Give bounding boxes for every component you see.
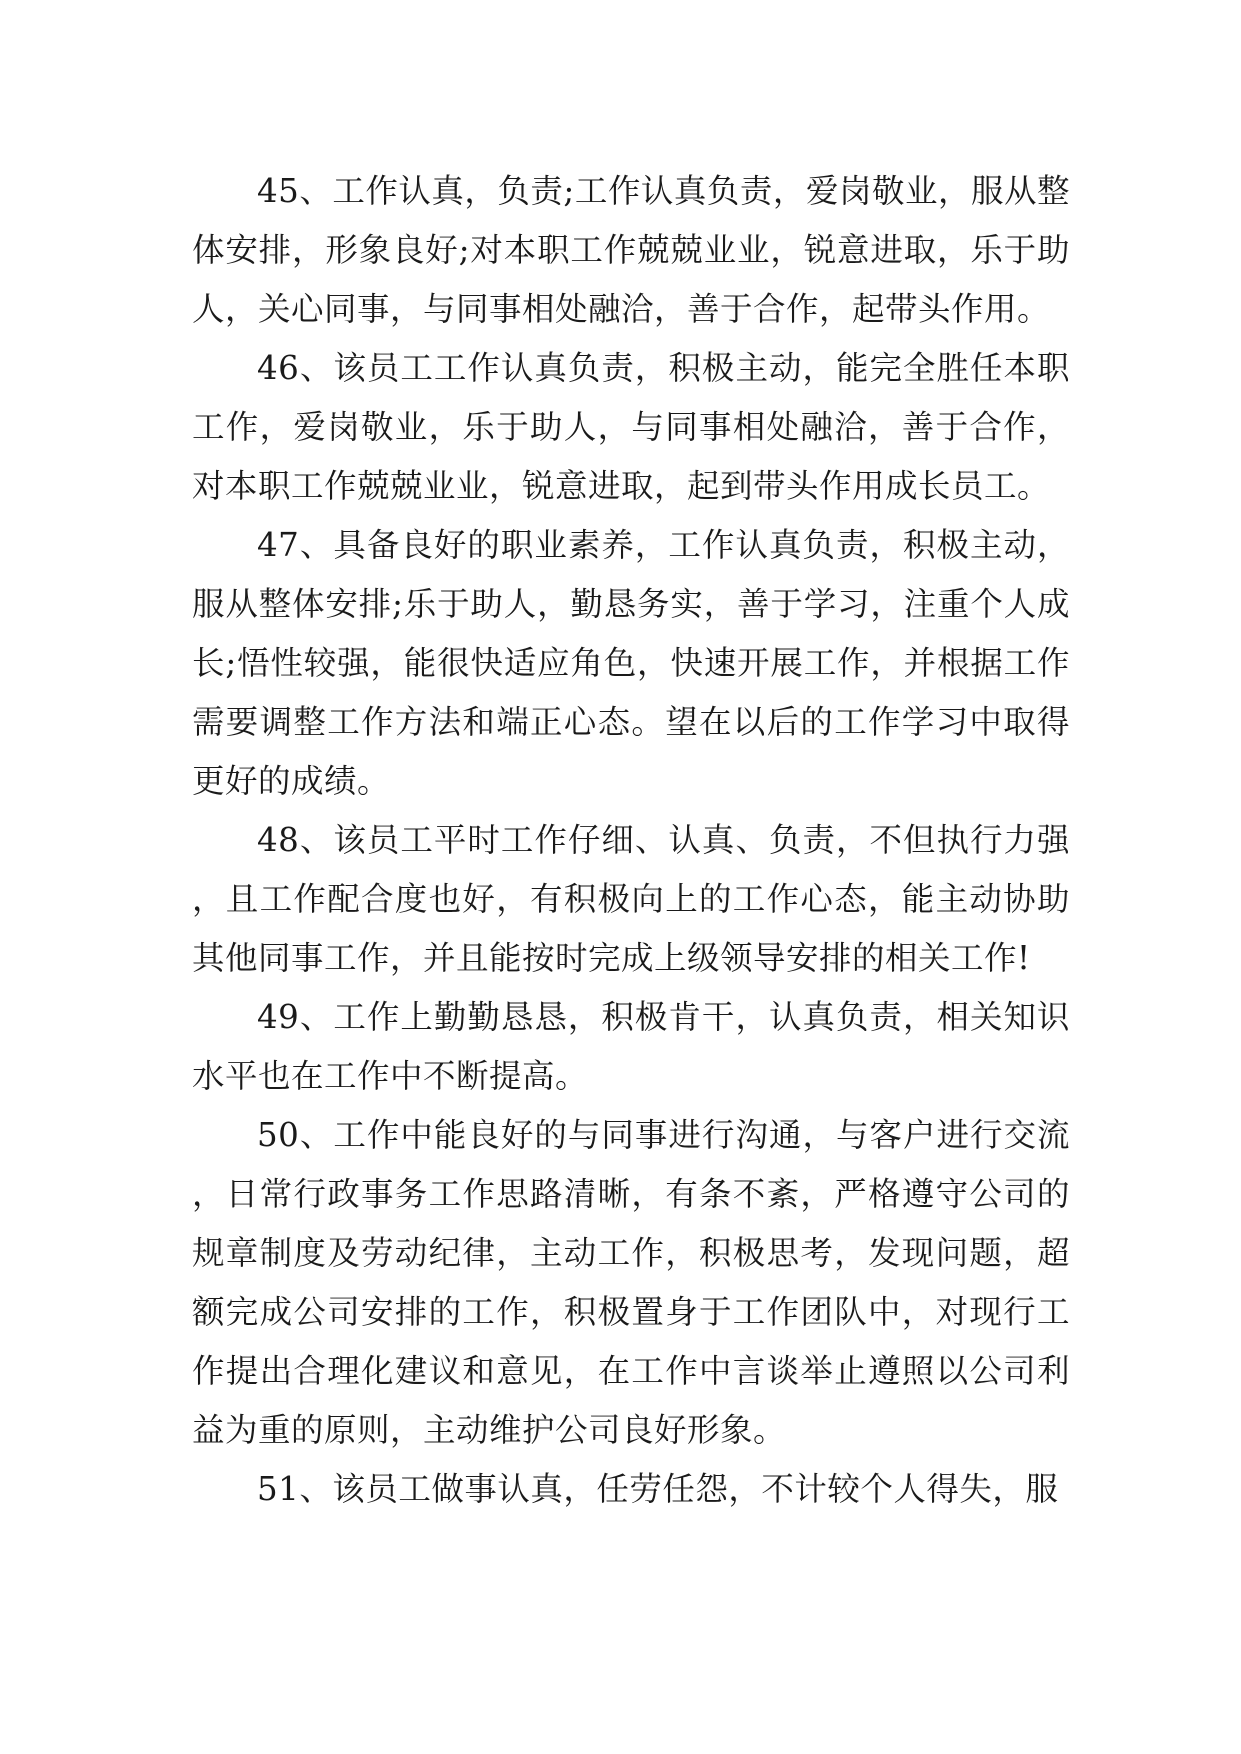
paragraph-45: 45、工作认真，负责;工作认真负责，爱岗敬业，服从整体安排，形象良好;对本职工作兢兢业业，锐意进取，乐于助人，关心同事，与同事相处融洽，善于合作，起带头作用。 — [192, 172, 1070, 328]
paragraph-48: 48、该员工平时工作仔细、认真、负责，不但执行力强，且工作配合度也好，有积极向上的工作心态，能主动协助其他同事工作，并且能按时完成上级领导安排的相关工作! — [192, 821, 1070, 977]
paragraph-47: 47、具备良好的职业素养，工作认真负责，积极主动，服从整体安排;乐于助人，勤恳务实，善于学习，注重个人成长;悟性较强，能很快适应角色，快速开展工作，并根据工作需要调整工作方法和端正心态。望在以后的工作学习中取得更好的成绩。 — [192, 526, 1070, 800]
paragraph-51: 51、该员工做事认真，任劳任怨，不计较个人得失，服 — [257, 1470, 1059, 1508]
paragraph-49: 49、工作上勤勤恳恳，积极肯干，认真负责，相关知识水平也在工作中不断提高。 — [192, 998, 1070, 1095]
document-body — [192, 162, 1070, 1519]
paragraph-50: 50、工作中能良好的与同事进行沟通，与客户进行交流，日常行政事务工作思路清晰，有条不紊，严格遵守公司的规章制度及劳动纪律，主动工作，积极思考，发现问题，超额完成公司安排的工作，积极置身于工作团队中，对现行工作提出合理化建议和意见，在工作中言谈举止遵照以公司利益为重的原则，主动维护公司良好形象。 — [192, 1116, 1070, 1449]
paragraph-46: 46、该员工工作认真负责，积极主动，能完全胜任本职工作，爱岗敬业，乐于助人，与同事相处融洽，善于合作，对本职工作兢兢业业，锐意进取，起到带头作用成长员工。 — [192, 349, 1070, 505]
